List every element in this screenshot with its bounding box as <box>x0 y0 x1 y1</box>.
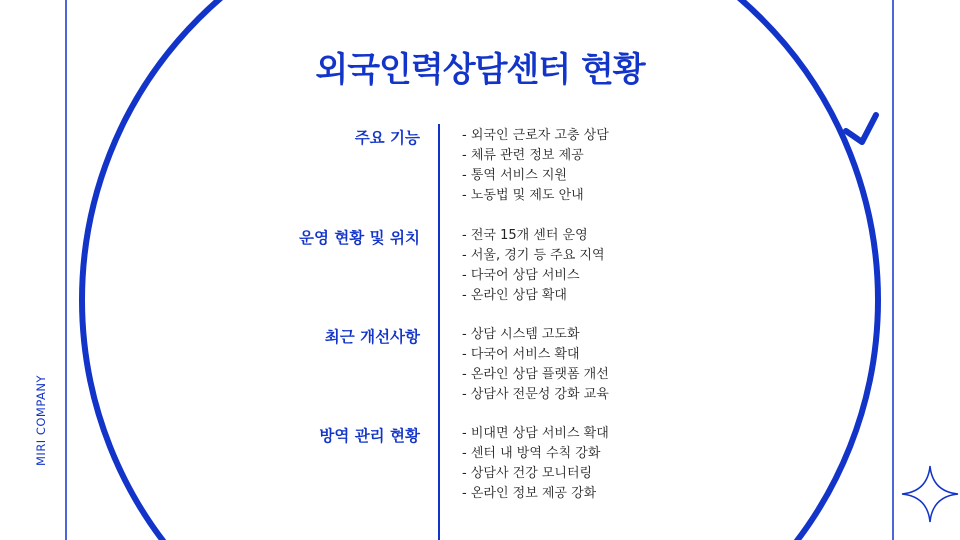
list-item: - 상담사 건강 모니터링 <box>462 466 593 481</box>
section-item-list <box>462 325 609 405</box>
list-item: - 상담 시스템 고도화 <box>462 327 580 342</box>
section-item-list <box>462 226 605 306</box>
list-item: - 센터 내 방역 수칙 강화 <box>462 446 601 461</box>
section-item-list <box>462 424 609 504</box>
section-item-list <box>462 126 609 206</box>
brand-label: MIRI COMPANY <box>34 374 48 466</box>
list-item: - 온라인 정보 제공 강화 <box>462 486 597 501</box>
list-item: - 비대면 상담 서비스 확대 <box>462 426 609 441</box>
section-heading: 최근 개선사항 <box>324 328 420 346</box>
list-item: - 상담사 전문성 강화 교육 <box>462 387 609 402</box>
list-item: - 체류 관련 정보 제공 <box>462 148 584 163</box>
list-item: - 다국어 서비스 확대 <box>462 347 580 362</box>
page-title: 외국인력상담센터 현황 <box>315 50 645 90</box>
list-item: - 온라인 상담 확대 <box>462 288 567 303</box>
section-heading: 방역 관리 현황 <box>319 427 420 445</box>
section-heading: 운영 현황 및 위치 <box>298 229 420 247</box>
list-item: - 통역 서비스 지원 <box>462 168 567 183</box>
list-item: - 전국 15개 센터 운영 <box>462 228 588 243</box>
sparkle-star-icon <box>902 466 958 522</box>
list-item: - 서울, 경기 등 주요 지역 <box>462 248 605 263</box>
list-item: - 다국어 상담 서비스 <box>462 268 580 283</box>
section-heading: 주요 기능 <box>354 129 420 147</box>
list-item: - 온라인 상담 플랫폼 개선 <box>462 367 609 382</box>
arrow-head-icon <box>846 115 876 142</box>
center-divider <box>438 124 440 540</box>
list-item: - 노동법 및 제도 안내 <box>462 188 584 203</box>
list-item: - 외국인 근로자 고충 상담 <box>462 128 609 143</box>
